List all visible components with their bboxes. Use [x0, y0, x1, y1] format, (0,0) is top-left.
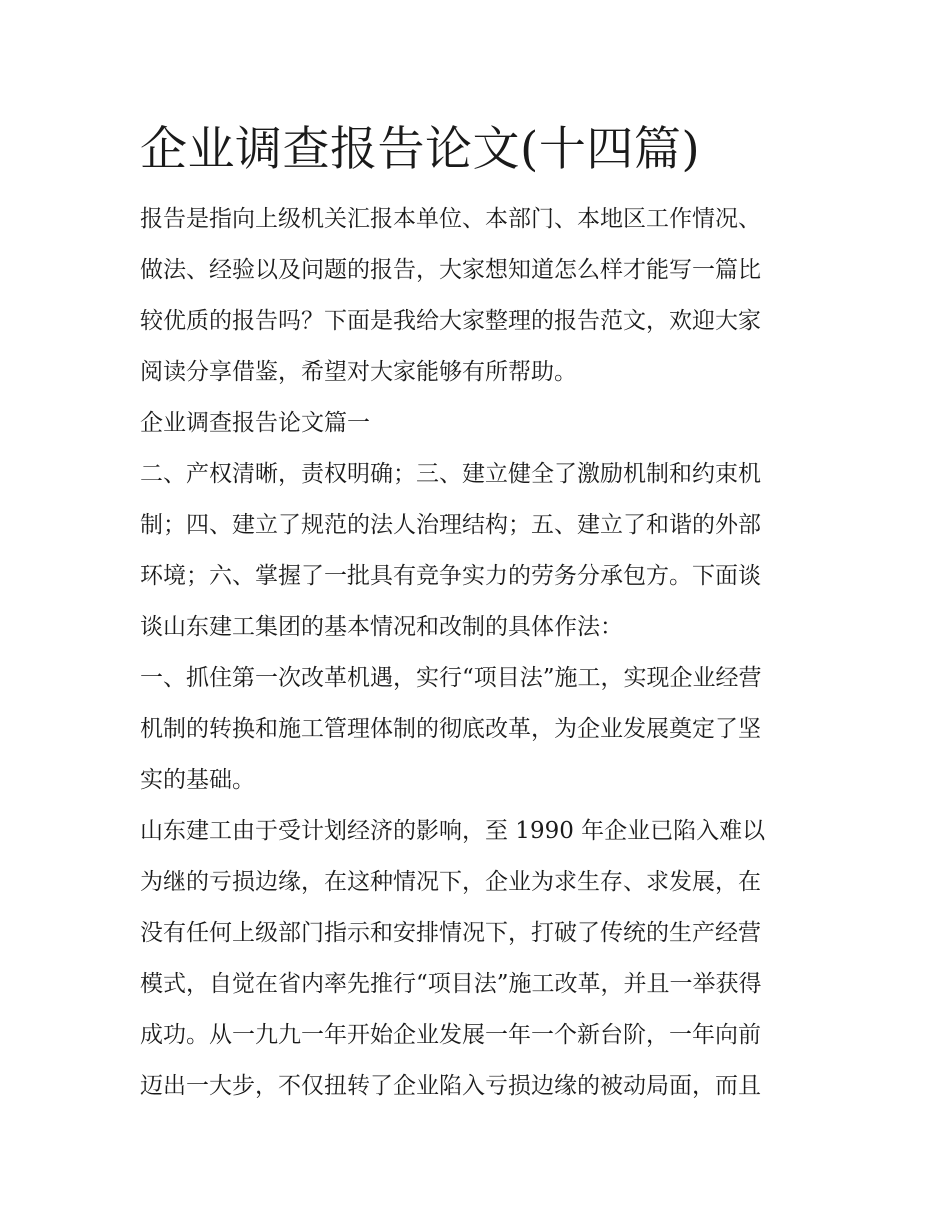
body-line: 谈山东建工集团的基本情况和改制的具体作法：: [140, 614, 623, 640]
body-line: 迈出一大步，不仅扭转了企业陷入亏损边缘的被动局面，而且: [140, 1073, 761, 1099]
body-line: 做法、经验以及问题的报告，大家想知道怎么样才能写一篇比: [140, 257, 761, 283]
body-line: 阅读分享借鉴，希望对大家能够有所帮助。: [140, 359, 577, 385]
body-line: 报告是指向上级机关汇报本单位、本部门、本地区工作情况、: [140, 206, 761, 232]
body-line: 机制的转换和施工管理体制的彻底改革，为企业发展奠定了坚: [140, 716, 761, 742]
body-line: 为继的亏损边缘，在这种情况下，企业为求生存、求发展，在: [140, 869, 761, 895]
section-heading: 企业调查报告论文篇一: [140, 410, 370, 436]
body-line: 没有任何上级部门指示和安排情况下，打破了传统的生产经营: [140, 920, 761, 946]
body-line: 一、抓住第一次改革机遇，实行“项目法”施工，实现企业经营: [140, 665, 762, 691]
body-line: 二、产权清晰，责权明确；三、建立健全了激励机制和约束机: [140, 461, 761, 487]
body-line: 环境；六、掌握了一批具有竞争实力的劳务分承包方。下面谈: [140, 563, 761, 589]
body-line: 山东建工由于受计划经济的影响，至 1990 年企业已陷入难以: [140, 818, 766, 844]
body-line: 成功。从一九九一年开始企业发展一年一个新台阶，一年向前: [140, 1022, 761, 1048]
body-line: 实的基础。: [140, 767, 255, 793]
document-title: 企业调查报告论文(十四篇): [140, 122, 701, 177]
document-body: [140, 118, 820, 1112]
body-line: 制；四、建立了规范的法人治理结构；五、建立了和谐的外部: [140, 512, 761, 538]
body-line: 较优质的报告吗？下面是我给大家整理的报告范文，欢迎大家: [140, 308, 761, 334]
body-line: 模式，自觉在省内率先推行“项目法”施工改革，并且一举获得: [140, 971, 762, 997]
